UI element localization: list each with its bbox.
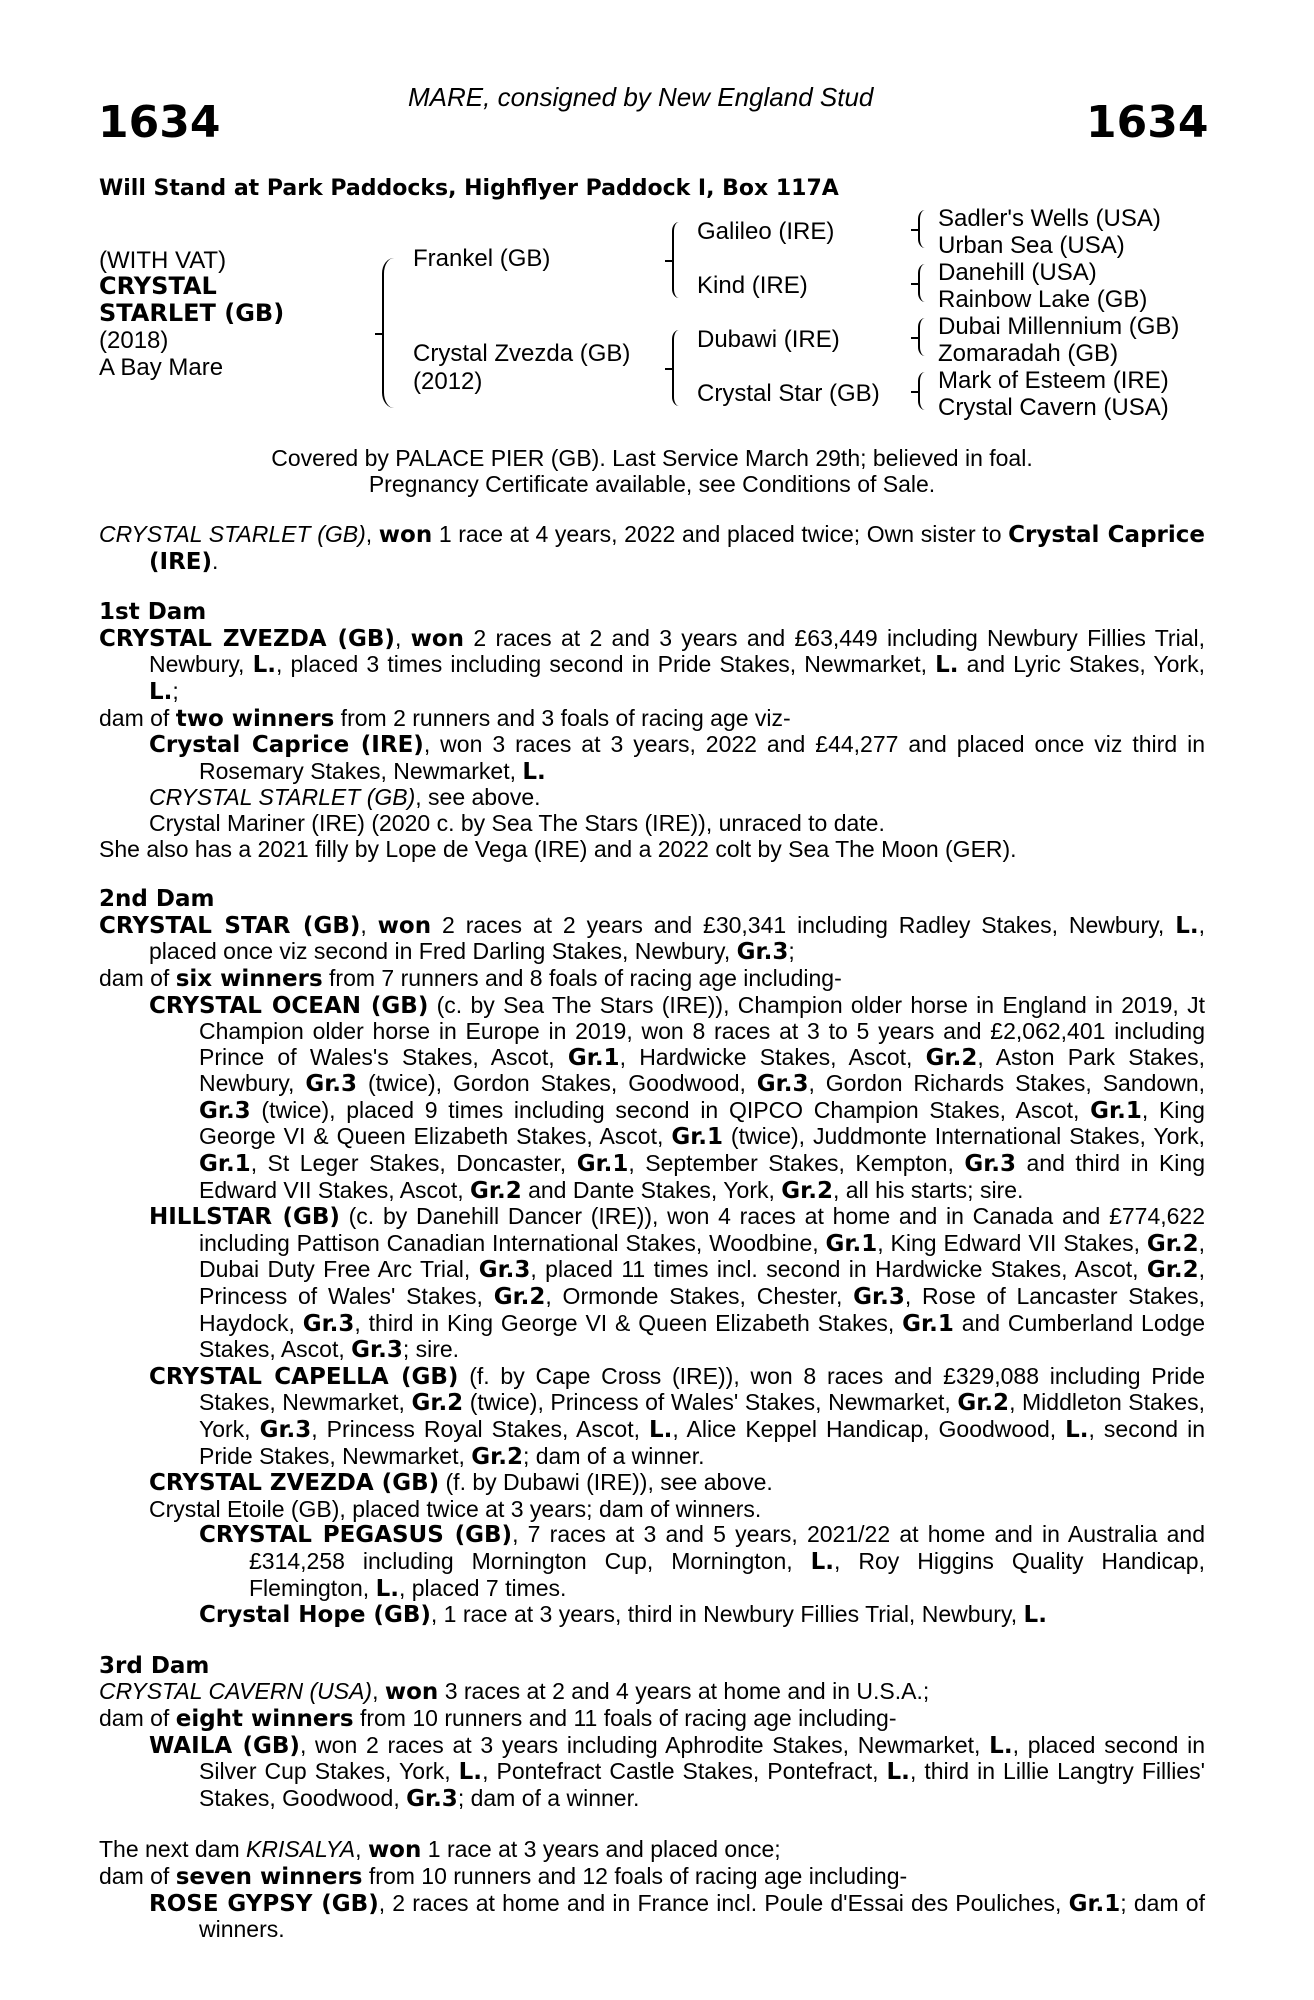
great-grandparent-2: Urban Sea (USA): [938, 232, 1125, 259]
produce-waila: WAILA (GB), won 2 races at 3 years including Aphrodite Stakes, Newmarket, L., placed second in Silver Cup Stakes, York, L., Pontefract Castle Stakes, Pontefract, L., third in Lillie Langtry Fillies' Stakes, Goodwood, Gr.3; dam of a winner.: [149, 1731, 1206, 1812]
great-grandparent-7: Mark of Esteem (IRE): [938, 367, 1169, 394]
pedigree-brace-dam: [672, 330, 682, 406]
produce-crystal-capella: CRYSTAL CAPELLA (GB) (f. by Cape Cross (IRE)), won 8 races and £329,088 including Pride Stakes, Newmarket, Gr.2 (twice), Princess of Wales' Stakes, Newmarket, Gr.2, Middleton Stakes, York, Gr.3, Princess Royal Stakes, Ascot, L., Alice Keppel Handicap, Goodwood, L., second in Pride Stakes, Newmarket, Gr.2; dam of a winner.: [149, 1362, 1205, 1470]
second-dam-name: CRYSTAL STAR (GB): [99, 912, 361, 939]
grandproduce-crystal-pegasus: CRYSTAL PEGASUS (GB), 7 races at 3 and 5 years, 2021/22 at home and in Australia and £314,258 including Mornington Cup, Mornington, L., Roy Higgins Quality Handicap, Flemington, L., placed 7 times.: [199, 1521, 1205, 1602]
produce-crystal-caprice: Crystal Caprice (IRE), won 3 races at 3 years, 2022 and £44,277 and placed once viz third in Rosemary Stakes, Newmarket, L.: [149, 731, 1205, 785]
third-dam-record: CRYSTAL CAVERN (USA), won 3 races at 2 and 4 years at home and in U.S.A.;: [99, 1678, 930, 1706]
summary-sister: Crystal Caprice (IRE): [149, 522, 1206, 575]
vat-note: (WITH VAT): [99, 247, 227, 274]
dam-year: (2012): [413, 368, 483, 395]
summary-paragraph: CRYSTAL STARLET (GB), won 1 race at 4 years, 2022 and placed twice; Own sister to Crystal Caprice (IRE).: [99, 521, 1206, 575]
great-grandparent-3: Danehill (USA): [938, 259, 1097, 286]
produce-crystal-mariner: Crystal Mariner (IRE) (2020 c. by Sea The Stars (IRE)), unraced to date.: [149, 809, 885, 836]
horse-description: A Bay Mare: [99, 354, 224, 381]
summary-horse-name: CRYSTAL STARLET (GB): [99, 521, 366, 547]
third-dam-produce-summary: dam of eight winners from 10 runners and 11 foals of racing age including-: [99, 1704, 897, 1732]
first-dam-heading: 1st Dam: [99, 599, 207, 626]
pedigree-brace-gs3: [918, 318, 928, 356]
great-grandparent-5: Dubai Millennium (GB): [938, 313, 1180, 340]
dam-name: Crystal Zvezda (GB): [413, 340, 631, 367]
great-grandparent-8: Crystal Cavern (USA): [938, 394, 1169, 421]
horse-name-line2: STARLET (GB): [99, 299, 285, 327]
second-dam-produce-summary: dam of six winners from 7 runners and 8 foals of racing age including-: [99, 964, 842, 992]
great-grandparent-6: Zomaradah (GB): [938, 340, 1119, 367]
covered-line-2: Pregnancy Certificate available, see Conditions of Sale.: [368, 471, 936, 497]
first-dam-name: CRYSTAL ZVEZDA (GB): [99, 625, 395, 652]
second-dam-record: CRYSTAL STAR (GB), won 2 races at 2 years and £30,341 including Radley Stakes, Newbury, L., placed once viz second in Fred Darling Stakes, Newbury, Gr.3;: [99, 911, 1206, 966]
produce-later-foals: She also has a 2021 filly by Lope de Vega (IRE) and a 2022 colt by Sea The Moon (GER).: [99, 835, 1017, 862]
great-grandparent-4: Rainbow Lake (GB): [938, 286, 1148, 313]
catalogue-body: [99, 522, 1205, 1943]
pedigree-brace-sire: [672, 222, 682, 298]
produce-crystal-starlet: CRYSTAL STARLET (GB), see above.: [149, 784, 541, 811]
produce-hillstar: HILLSTAR (GB) (c. by Danehill Dancer (IRE)), won 4 races at home and in Canada and £774,622 including Pattison Canadian International Stakes, Woodbine, Gr.1, King Edward VII Stakes, Gr.2, Dubai Duty Free Arc Trial, Gr.3, placed 11 times incl. second in Hardwicke Stakes, Ascot, Gr.2, Princess of Wales' Stakes, Gr.2, Ormonde Stakes, Chester, Gr.3, Rose of Lancaster Stakes, Haydock, Gr.3, third in King George VI & Queen Elizabeth Stakes, Gr.1 and Cumberland Lodge Stakes, Ascot, Gr.3; sire.: [149, 1203, 1206, 1364]
produce-crystal-ocean: CRYSTAL OCEAN (GB) (c. by Sea The Stars (IRE)), Champion older horse in England in 2019, Jt Champion older horse in Europe in 2019, won 8 races at 3 to 5 years and £2,062,401 including Prince of Wales's Stakes, Ascot, Gr.1, Hardwicke Stakes, Ascot, Gr.2, Aston Park Stakes, Newbury, Gr.3 (twice), Gordon Stakes, Goodwood, Gr.3, Gordon Richards Stakes, Sandown, Gr.3 (twice), placed 9 times including second in QIPCO Champion Stakes, Ascot, Gr.1, King George VI & Queen Elizabeth Stakes, Ascot, Gr.1 (twice), Juddmonte International Stakes, York, Gr.1, St Leger Stakes, Doncaster, Gr.1, September Stakes, Kempton, Gr.3 and third in King Edward VII Stakes, Ascot, Gr.2 and Dante Stakes, York, Gr.2, all his starts; sire.: [149, 991, 1206, 1204]
granddam-1: Kind (IRE): [697, 272, 808, 299]
next-dam-produce-summary: dam of seven winners from 10 runners and 12 foals of racing age including-: [99, 1862, 908, 1890]
third-dam-name: CRYSTAL CAVERN (USA): [99, 1678, 373, 1705]
summary-won: won: [378, 522, 433, 548]
pedigree-brace-gs1: [918, 210, 928, 248]
stand-location: Will Stand at Park Paddocks, Highflyer Paddock I, Box 117A: [99, 176, 839, 201]
pedigree-brace-gs2: [918, 264, 928, 302]
horse-name-line1: CRYSTAL: [99, 272, 217, 300]
pedigree-brace-main: [382, 258, 394, 408]
first-dam-produce-summary: dam of two winners from 2 runners and 3 foals of racing age viz-: [99, 704, 791, 732]
consignor-subtitle: MARE, consigned by New England Stud: [408, 82, 874, 112]
produce-crystal-zvezda: CRYSTAL ZVEZDA (GB) (f. by Dubawi (IRE)), see above.: [149, 1469, 773, 1497]
lot-number-left: 1634: [98, 97, 221, 148]
next-dam-record: The next dam KRISALYA, won 1 race at 3 years and placed once;: [99, 1836, 781, 1864]
first-dam-record: CRYSTAL ZVEZDA (GB), won 2 races at 2 and 3 years and £63,449 including Newbury Fillies Trial, Newbury, L., placed 3 times including second in Pride Stakes, Newmarket, L. and Lyric Stakes, York, L.;: [99, 624, 1205, 705]
grandproduce-crystal-hope: Crystal Hope (GB), 1 race at 3 years, third in Newbury Fillies Trial, Newbury, L.: [199, 1601, 1047, 1629]
covered-line-1: Covered by PALACE PIER (GB). Last Service March 29th; believed in foal.: [271, 445, 1033, 471]
second-dam-heading: 2nd Dam: [99, 886, 215, 913]
horse-year: (2018): [99, 327, 169, 354]
pedigree-brace-gs4: [918, 372, 928, 410]
granddam-2: Crystal Star (GB): [697, 380, 880, 407]
next-dam-name: KRISALYA: [246, 1836, 356, 1863]
sire-name: Frankel (GB): [413, 245, 551, 272]
grandsire-2: Dubawi (IRE): [697, 326, 840, 353]
produce-crystal-etoile: Crystal Etoile (GB), placed twice at 3 years; dam of winners.: [149, 1495, 762, 1522]
great-grandparent-1: Sadler's Wells (USA): [938, 205, 1161, 232]
produce-rose-gypsy: ROSE GYPSY (GB), 2 races at home and in France incl. Poule d'Essai des Pouliches, Gr.1; dam of winners.: [149, 1889, 1205, 1943]
grandsire-1: Galileo (IRE): [697, 218, 835, 245]
lot-number-right: 1634: [1086, 97, 1209, 148]
third-dam-heading: 3rd Dam: [99, 1652, 210, 1679]
